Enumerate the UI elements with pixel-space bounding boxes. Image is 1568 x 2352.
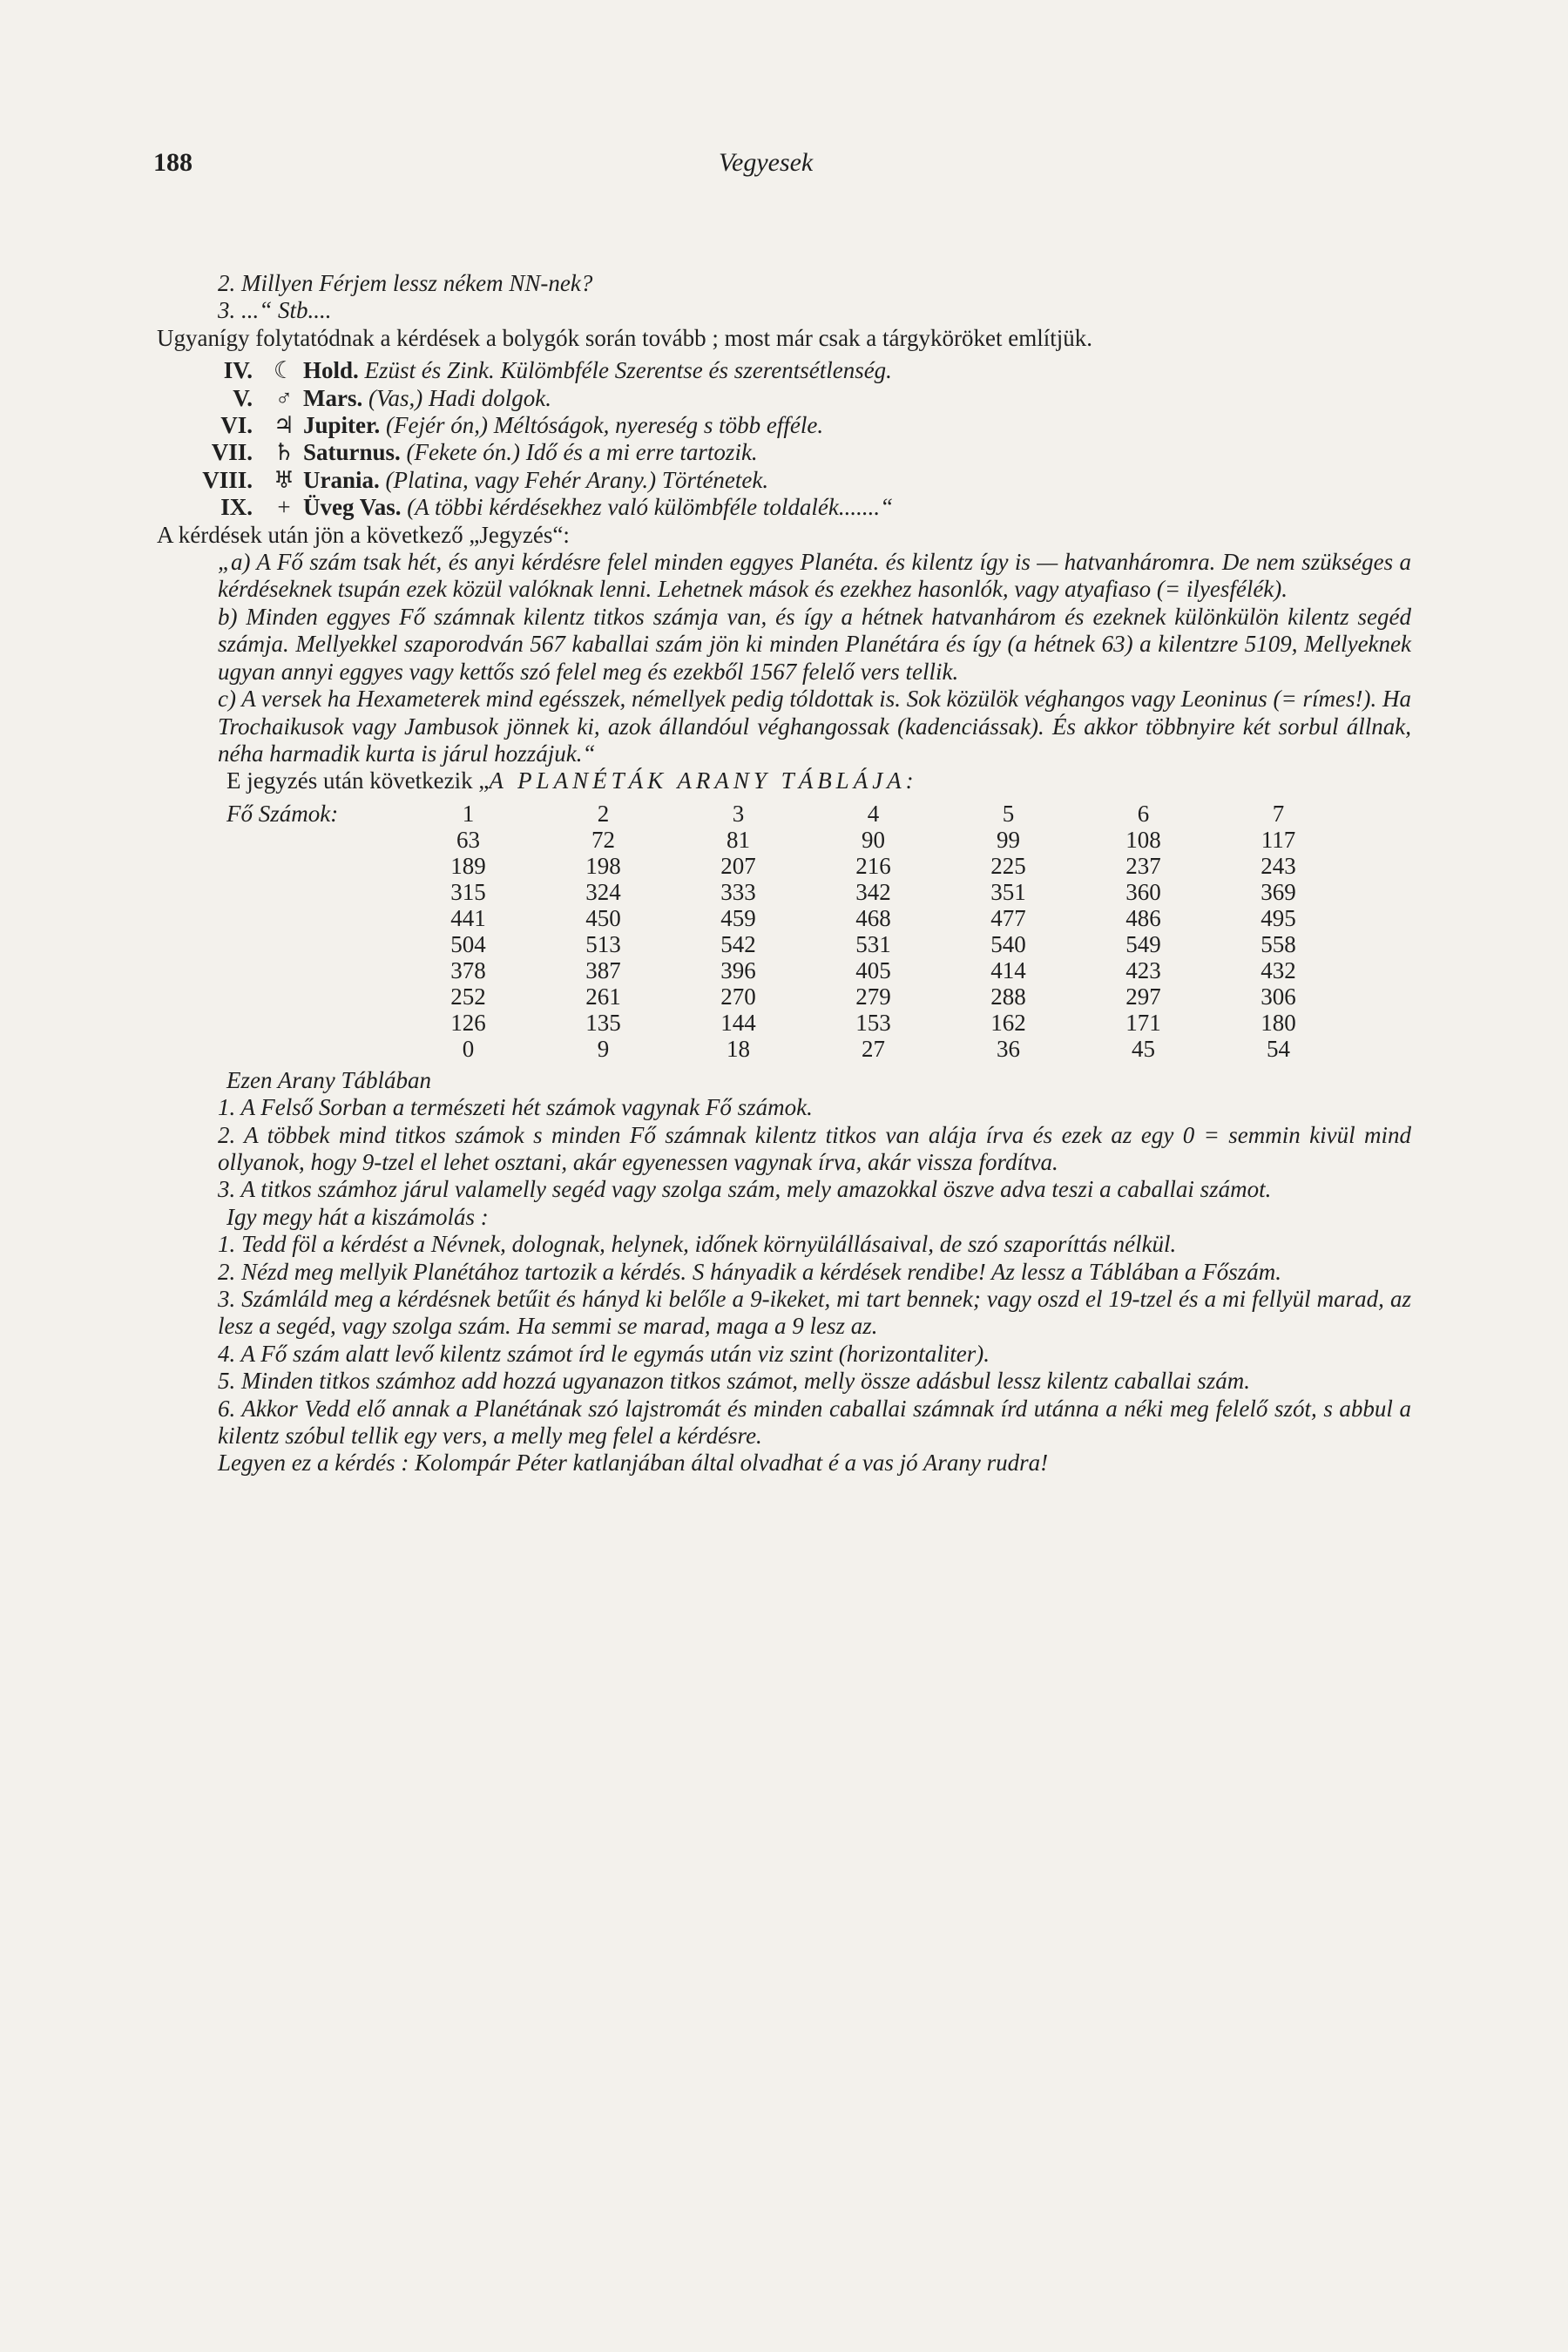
- table-cell: 414: [990, 956, 1026, 983]
- note-b: b) Minden eggyes Fő számnak kilentz titkos számja van, és így a hétnek hatvanhárom és ezeknek különkülön kilentz segéd számja. Mellyekkel szaporodván 567 kaballai szám jön ki minden Planétára és így (a hétnek 63) a kilentzre 5109, Mellyeknek ugyan annyi eggyes vagy kettős szó felel meg és ezekből 1567 felelő vers tellik.: [218, 603, 1411, 685]
- table-cell: 477: [990, 904, 1026, 931]
- table-row-label-empty: [226, 1036, 401, 1062]
- table-row: [226, 827, 1346, 853]
- page-number: 188: [153, 148, 193, 177]
- table-cell: 153: [855, 1009, 891, 1036]
- table-cell: 351: [990, 878, 1026, 905]
- table-cell: 540: [990, 930, 1026, 957]
- table-cell: 180: [1260, 1009, 1296, 1036]
- question-line: 2. Millyen Férjem lessz nékem NN-nek?: [218, 270, 593, 296]
- table-cell: 369: [1260, 878, 1296, 905]
- table-row-label-empty: [226, 853, 401, 879]
- jupiter-symbol-icon: ♃: [273, 412, 295, 439]
- table-row-label-empty: [226, 879, 401, 905]
- planet-name: Saturnus.: [303, 439, 401, 466]
- planet-text: Ezüst és Zink. Külömbféle Szerentse és szerentsétlenség.: [364, 357, 892, 384]
- table-cell: 2: [597, 800, 610, 827]
- table-cell: 243: [1260, 852, 1296, 879]
- moon-symbol-icon: ☾: [273, 357, 295, 384]
- table-cell: 162: [990, 1009, 1026, 1036]
- planet-name: Mars.: [303, 384, 363, 411]
- table-cell: 144: [720, 1009, 756, 1036]
- planet-text: (Vas,) Hadi dolgok.: [368, 384, 551, 411]
- planet-line: [157, 357, 1411, 384]
- table-cell: 441: [450, 904, 486, 931]
- table-cell: 0: [462, 1035, 475, 1062]
- table-cell: 342: [855, 878, 891, 905]
- planet-number: VIII.: [202, 466, 253, 493]
- planet-line: [157, 385, 1411, 412]
- table-cell: 9: [597, 1035, 610, 1062]
- page-header: [0, 148, 1568, 183]
- cross-symbol-icon: +: [277, 494, 291, 521]
- table-row-label: Fő Számok:: [226, 800, 339, 827]
- table-cell: 237: [1125, 852, 1161, 879]
- table-cell: 4: [867, 800, 880, 827]
- planet-number: VII.: [211, 439, 253, 466]
- table-cell: 468: [855, 904, 891, 931]
- table-cell: 198: [585, 852, 621, 879]
- table-cell: 378: [450, 956, 486, 983]
- table-cell: 360: [1125, 878, 1161, 905]
- note-c: c) A versek ha Hexameterek mind egésszek, némellyek pedig tóldottak is. Sok közülök véghangos vagy Leoninus (= rímes!). Ha Trochaikusok vagy Jambusok jönnek ki, azok állandóul véghangossak (kadenciássak). És akkor többnyire két sorbul állnak, néha harmadik kurta is járul hozzájuk.“: [218, 686, 1411, 767]
- table-cell: 459: [720, 904, 756, 931]
- running-title: Vegyesek: [719, 148, 814, 177]
- table-cell: 279: [855, 983, 891, 1010]
- table-cell: 3: [732, 800, 745, 827]
- step-1: 1. Tedd föl a kérdést a Névnek, dolognak, helynek, időnek környülállásaival, de szó szaporíttás nélkül.: [218, 1231, 1177, 1258]
- table-row: [226, 1010, 1346, 1036]
- table-cell: 171: [1125, 1009, 1161, 1036]
- table-intro: [157, 767, 1411, 794]
- table-cell: 5: [1002, 800, 1015, 827]
- table-cell: 45: [1132, 1035, 1155, 1062]
- uranus-symbol-icon: ♅: [273, 466, 295, 493]
- table-cell: 513: [585, 930, 621, 957]
- table-cell: 99: [997, 826, 1020, 853]
- table-cell: 18: [727, 1035, 750, 1062]
- table-row-label-empty: [226, 931, 401, 957]
- table-cell: 495: [1260, 904, 1296, 931]
- table-cell: 63: [456, 826, 480, 853]
- table-cell: 396: [720, 956, 756, 983]
- table-cell: 288: [990, 983, 1026, 1010]
- table-cell: 549: [1125, 930, 1161, 957]
- table-cell: 324: [585, 878, 621, 905]
- table-row: [226, 879, 1346, 905]
- table-cell: 135: [585, 1009, 621, 1036]
- planet-text: (Platina, vagy Fehér Arany.) Történetek.: [385, 466, 769, 493]
- table-cell: 252: [450, 983, 486, 1010]
- table-cell: 126: [450, 1009, 486, 1036]
- planet-text: (Fejér ón,) Méltóságok, nyereség s több efféle.: [386, 412, 824, 439]
- table-cell: 7: [1272, 800, 1285, 827]
- mars-symbol-icon: ♂: [274, 384, 294, 411]
- table-cell: 297: [1125, 983, 1161, 1010]
- table-row-label-empty: [226, 905, 401, 931]
- table-row-label-empty: [226, 827, 401, 853]
- table-cell: 27: [862, 1035, 885, 1062]
- page-body: [157, 270, 1411, 1477]
- table-row: [226, 905, 1346, 931]
- planet-number: IX.: [220, 494, 253, 521]
- table-intro-prefix: E jegyzés után következik „: [226, 767, 490, 794]
- planet-name: Urania.: [303, 466, 380, 493]
- planet-line: [157, 439, 1411, 466]
- table-caption: Ezen Arany Táblában: [226, 1066, 431, 1093]
- planet-line: [157, 494, 1411, 521]
- saturn-symbol-icon: ♄: [273, 439, 295, 466]
- table-cell: 387: [585, 956, 621, 983]
- table-cell: 450: [585, 904, 621, 931]
- table-cell: 306: [1260, 983, 1296, 1010]
- table-row: [226, 853, 1346, 879]
- planet-line: [157, 412, 1411, 439]
- table-row: [226, 801, 1346, 827]
- step-5: 5. Minden titkos számhoz add hozzá ugyanazon titkos számot, melly össze adásbul lessz kilentz caballai szám.: [218, 1368, 1250, 1395]
- planet-text: (Fekete ón.) Idő és a mi erre tartozik.: [406, 439, 758, 466]
- table-cell: 1: [462, 800, 475, 827]
- table-cell: 423: [1125, 956, 1161, 983]
- table-cell: 558: [1260, 930, 1296, 957]
- table-cell: 90: [862, 826, 885, 853]
- planet-line: [157, 467, 1411, 494]
- table-row-label-empty: [226, 1010, 401, 1036]
- planet-name: Üveg Vas.: [303, 494, 402, 521]
- table-row: [226, 1036, 1346, 1062]
- planet-number: IV.: [223, 357, 253, 384]
- table-cell: 504: [450, 930, 486, 957]
- jegyzes-intro: A kérdések után jön a következő „Jegyzés“:: [157, 521, 570, 548]
- table-cell: 315: [450, 878, 486, 905]
- table-row-label-empty: [226, 983, 401, 1010]
- table-cell: 333: [720, 878, 756, 905]
- table-cell: 542: [720, 930, 756, 957]
- table-cell: 36: [997, 1035, 1020, 1062]
- table-cell: 531: [855, 930, 891, 957]
- table-cell: 54: [1267, 1035, 1290, 1062]
- table-title: A PLANÉTÁK ARANY TÁBLÁJA:: [489, 767, 918, 794]
- golden-table: [226, 801, 1346, 1062]
- table-cell: 261: [585, 983, 621, 1010]
- closing-question: Legyen ez a kérdés : Kolompár Péter katlanjában által olvadhat é a vas jó Arany rudra!: [218, 1450, 1049, 1477]
- planet-text: (A többi kérdésekhez való külömbféle toldalék.......“: [407, 494, 894, 521]
- table-cell: 216: [855, 852, 891, 879]
- question-line: 3. ...“ Stb....: [218, 297, 332, 324]
- step-4: 4. A Fő szám alatt levő kilentz számot írd le egymás után viz szint (horizontaliter).: [218, 1340, 990, 1367]
- table-cell: 486: [1125, 904, 1161, 931]
- step-3: 3. Számláld meg a kérdésnek betűit és hányd ki belőle a 9-ikeket, mi tart bennek; vagy oszd el 19-tzel és a mi fellyül marad, az lesz a segéd, vagy szolga szám. Ha semmi se marad, maga a 9 lesz az.: [218, 1285, 1411, 1340]
- table-cell: 72: [591, 826, 615, 853]
- table-cell: 207: [720, 852, 756, 879]
- table-cell: 117: [1260, 826, 1296, 853]
- table-cell: 270: [720, 983, 756, 1010]
- paragraph: Ugyanígy folytatódnak a kérdések a bolygók során tovább ; most már csak a tárgyköröket említjük.: [157, 324, 1092, 351]
- table-cell: 108: [1125, 826, 1161, 853]
- table-row-label-empty: [226, 957, 401, 983]
- planet-number: V.: [233, 384, 253, 411]
- table-cell: 225: [990, 852, 1026, 879]
- table-cell: 6: [1137, 800, 1150, 827]
- table-row: [226, 957, 1346, 983]
- planet-name: Jupiter.: [303, 412, 381, 439]
- table-cell: 405: [855, 956, 891, 983]
- table-row: [226, 931, 1346, 957]
- step-6: 6. Akkor Vedd elő annak a Planétának szó lajstromát és minden caballai számnak írd utánna a néki meg felelő szót, s abbul a kilentz szóbul tellik egy vers, a melly meg felel a kérdésre.: [218, 1395, 1411, 1449]
- rule-1: 1. A Felső Sorban a természeti hét számok vagynak Fő számok.: [218, 1094, 813, 1121]
- planet-name: Hold.: [303, 357, 359, 384]
- table-row: [226, 983, 1346, 1010]
- table-cell: 432: [1260, 956, 1296, 983]
- calculation-intro: Igy megy hát a kiszámolás :: [226, 1203, 489, 1230]
- rule-3: 3. A titkos számhoz járul valamelly segéd vagy szolga szám, mely amazokkal öszve adva teszi a caballai számot.: [218, 1176, 1272, 1203]
- table-cell: 81: [727, 826, 750, 853]
- rule-2: 2. A többek mind titkos számok s minden Fő számnak kilentz titkos van aláјa írva és ezek az egy 0 = semmin kivül mind ollyanok, hogy 9-tzel el lehet osztani, akár egyenessen vagynak írva, akár vissza fordítva.: [218, 1121, 1411, 1175]
- planet-number: VI.: [220, 412, 253, 439]
- step-2: 2. Nézd meg mellyik Planétához tartozik a kérdés. S hányadik a kérdések rendibe! Az lessz a Táblában a Főszám.: [218, 1258, 1282, 1285]
- note-a: „a) A Fő szám tsak hét, és anyi kérdésre felel minden eggyes Planéta. és kilentz így is — hatvanháromra. De nem szükséges a kérdéseknek tsupán ezek közül valóknak lenni. Lehetnek mások és ezekhez hasonlók, vagy atyafiaso (= ilyesfélék).: [218, 549, 1411, 603]
- table-cell: 189: [450, 852, 486, 879]
